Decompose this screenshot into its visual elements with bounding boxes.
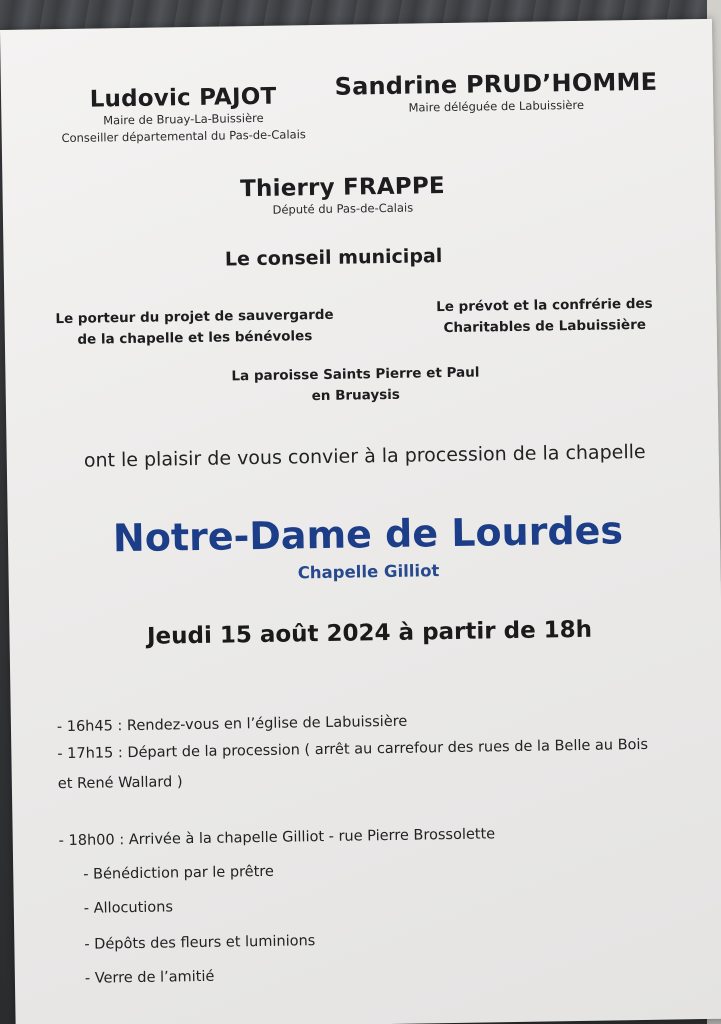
program-item: - 16h45 : Rendez-vous en l’église de Labuissière <box>56 713 408 736</box>
organizer-frappe <box>232 173 453 219</box>
program-item: - Bénédiction par le prêtre <box>83 863 275 883</box>
program-item: - Dépôts des fleurs et luminions <box>84 933 316 953</box>
organizer-pajot <box>53 83 314 147</box>
partner-line: La paroisse Saints Pierre et Paul <box>231 364 480 385</box>
organizer-role: Député du Pas-de-Calais <box>272 200 414 217</box>
event-subtitle: Chapelle Gilliot <box>297 561 440 583</box>
program-item: - Verre de l’amitié <box>84 968 215 987</box>
partner-prevot <box>414 293 675 339</box>
invitation-sheet <box>0 19 721 1024</box>
event-title: Notre-Dame de Lourdes <box>112 508 624 561</box>
organizer-role: Maire de Bruay-La-Buissière <box>103 110 264 128</box>
partner-line: Le porteur du projet de sauvergarde <box>55 306 334 328</box>
organizer-role: Conseiller départemental du Pas-de-Calais <box>61 127 306 146</box>
program-item: - 18h00 : Arrivée à la chapelle Gilliot - rue Pierre Brossolette <box>58 826 496 850</box>
program-item: - 17h15 : Départ de la procession ( arrêt au carrefour des rues de la Belle au Bois et René Wallard ) <box>57 736 649 793</box>
partner-line: Charitables de Labuissière <box>443 316 647 337</box>
organizer-name: Thierry FRAPPE <box>239 173 446 203</box>
organizer-name: Sandrine PRUD’HOMME <box>334 67 658 101</box>
invitation-text: ont le plaisir de vous convier à la procession de la chapelle <box>83 440 646 472</box>
partner-line: en Bruaysis <box>311 386 401 405</box>
organizer-name: Ludovic PAJOT <box>89 83 277 113</box>
partner-paroisse <box>225 362 486 408</box>
partner-porteur <box>54 305 335 351</box>
program-list <box>56 709 697 987</box>
partner-line: de la chapelle et les bénévoles <box>77 328 313 348</box>
event-date: Jeudi 15 août 2024 à partir de 18h <box>146 616 593 650</box>
organizer-role: Maire déléguée de Labuissière <box>408 97 585 115</box>
council-heading: Le conseil municipal <box>224 245 443 271</box>
program-item: - Allocutions <box>83 899 174 917</box>
organizer-prudhomme <box>331 68 662 118</box>
partner-line: Le prévot et la confrérie des <box>436 295 653 316</box>
